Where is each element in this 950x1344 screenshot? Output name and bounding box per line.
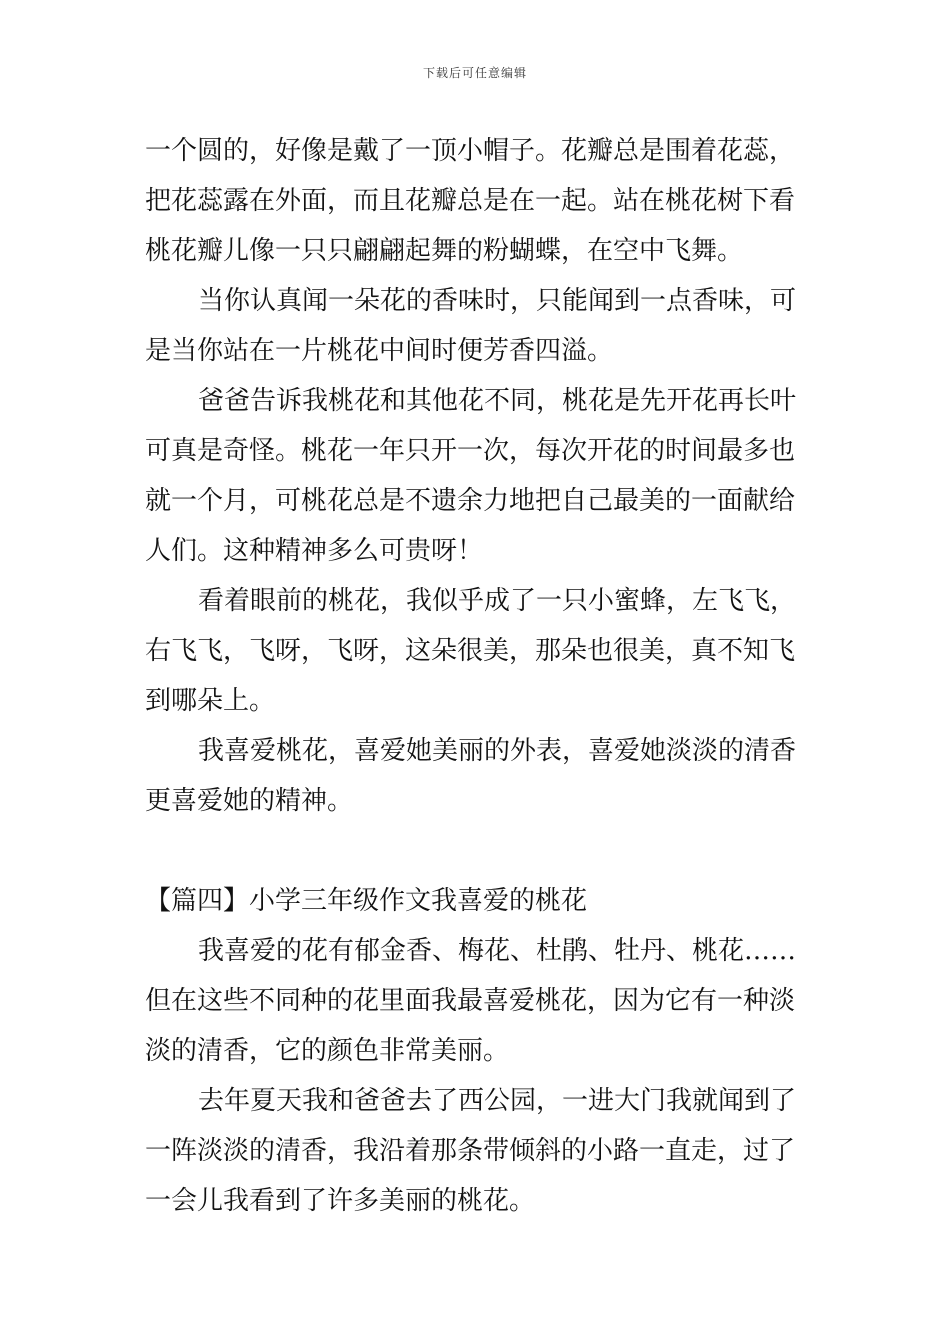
text-line: 更喜爱她的精神。 [145, 786, 354, 816]
text-line: 可真是奇怪。桃花一年只开一次，每次开花的时间最多也 [145, 436, 796, 466]
text-line: 看着眼前的桃花，我似乎成了一只小蜜蜂，左飞飞， [198, 586, 797, 616]
text-line: 当你认真闻一朵花的香味时，只能闻到一点香味，可 [198, 286, 797, 316]
text-line: 把花蕊露在外面，而且花瓣总是在一起。站在桃花树下看 [145, 186, 796, 216]
text-line: 右飞飞，飞呀，飞呀，这朵很美，那朵也很美，真不知飞 [145, 636, 796, 666]
text-line: 但在这些不同种的花里面我最喜爱桃花，因为它有一种淡 [145, 986, 796, 1016]
page-header: 下载后可任意编辑 [422, 66, 527, 80]
section-heading: 【篇四】小学三年级作文我喜爱的桃花 [145, 886, 588, 916]
text-line: 淡的清香，它的颜色非常美丽。 [145, 1036, 510, 1066]
text-line: 桃花瓣儿像一只只翩翩起舞的粉蝴蝶，在空中飞舞。 [145, 236, 744, 266]
text-line: 去年夏天我和爸爸去了西公园，一进大门我就闻到了 [198, 1086, 797, 1116]
text-line: 爸爸告诉我桃花和其他花不同，桃花是先开花再长叶 [198, 386, 797, 416]
text-line: 就一个月，可桃花总是不遗余力地把自己最美的一面献给 [145, 486, 796, 516]
text-line: 我喜爱的花有郁金香、梅花、杜鹃、牡丹、桃花…… [198, 936, 797, 966]
text-line: 到哪朵上。 [145, 686, 276, 716]
text-line: 人们。这种精神多么可贵呀！ [145, 536, 484, 566]
text-line: 是当你站在一片桃花中间时便芳香四溢。 [145, 336, 614, 366]
section-gap [145, 826, 810, 876]
text-line: 一个圆的，好像是戴了一顶小帽子。花瓣总是围着花蕊， [145, 136, 796, 166]
document-body [145, 126, 810, 1226]
text-line: 一阵淡淡的清香，我沿着那条带倾斜的小路一直走，过了 [145, 1136, 796, 1166]
text-line: 一会儿我看到了许多美丽的桃花。 [145, 1186, 536, 1216]
text-line: 我喜爱桃花，喜爱她美丽的外表，喜爱她淡淡的清香 [198, 736, 797, 766]
